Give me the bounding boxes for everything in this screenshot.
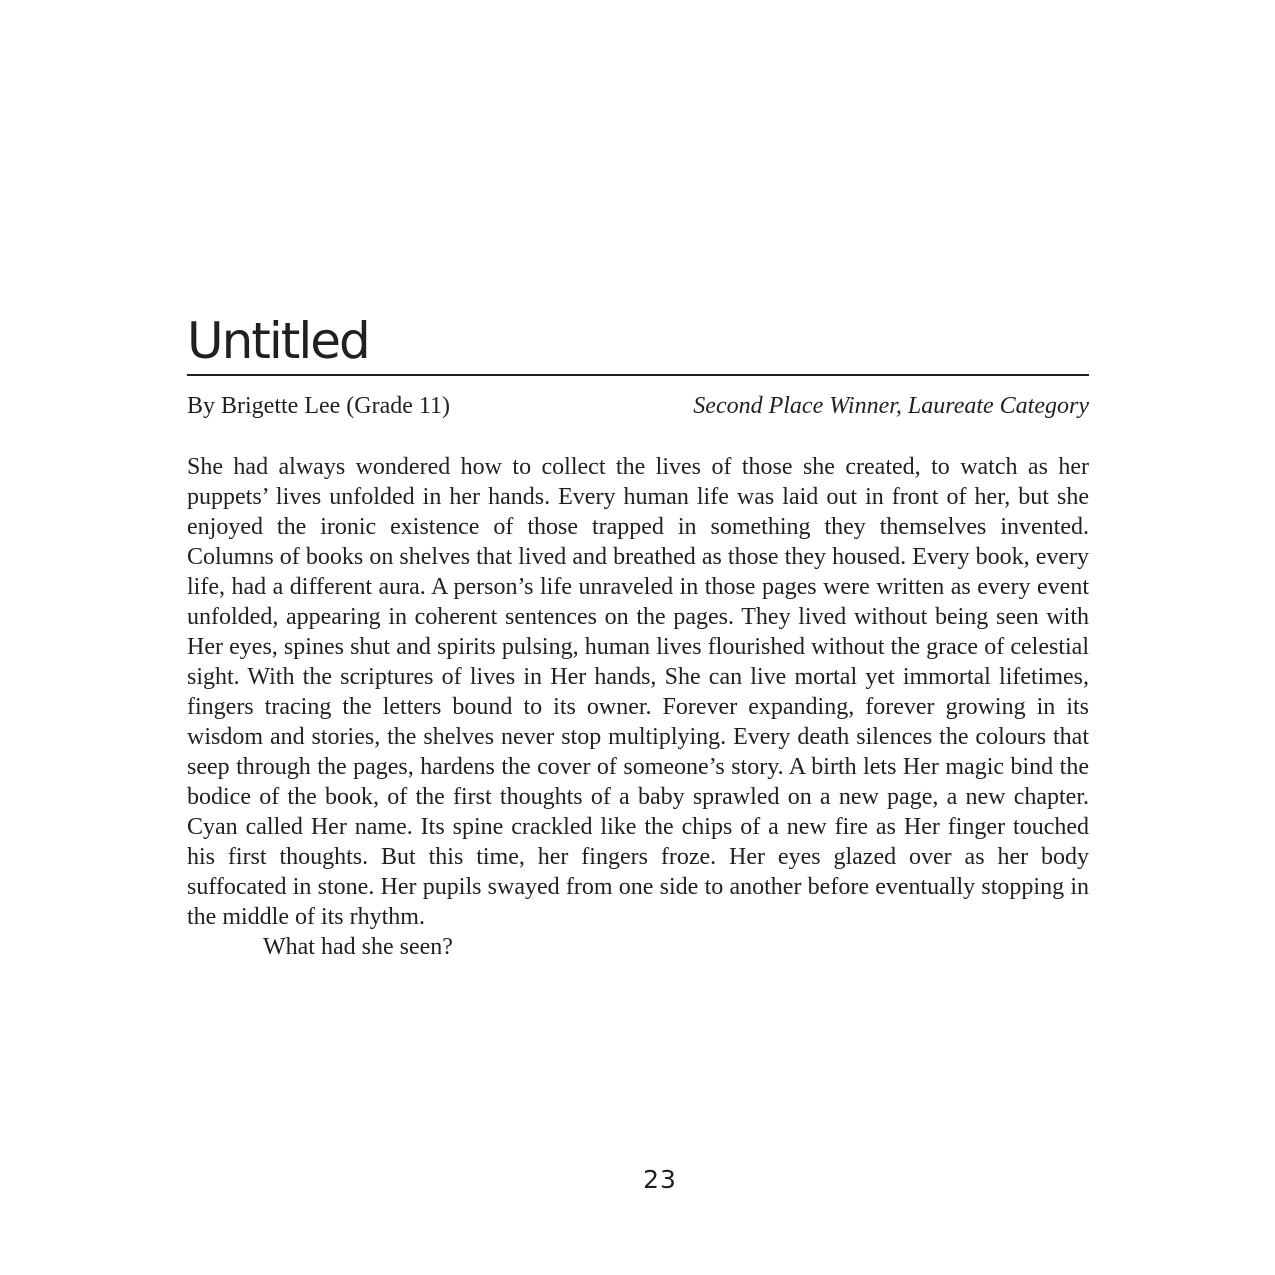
- page-title: Untitled: [187, 312, 369, 370]
- award-line: Second Place Winner, Laureate Category: [693, 393, 1089, 419]
- author-line: By Brigette Lee (Grade 11): [187, 393, 451, 419]
- paragraph: What had she seen?: [263, 934, 453, 960]
- title-divider: [187, 374, 1089, 376]
- byline: [187, 390, 1089, 422]
- story-body: [187, 452, 1089, 962]
- paragraph: She had always wondered how to collect the lives of those she created, to watch as her puppets’ lives unfolded in her hands. Every human life was laid out in front of her, but she enjoyed the ironic existence of those trapped in something they themselves invented. Columns of books on shelves that lived and breathed as those they housed. Every book, every life, had a different aura. A person’s life unraveled in those pages were written as every event unfolded, appearing in coherent sentences on the pages. They lived without being seen with Her eyes, spines shut and spirits pulsing, human lives flourished without the grace of celestial sight. With the scriptures of lives in Her hands, She can live mortal yet immortal lifetimes, fingers tracing the letters bound to its owner. Forever expanding, forever growing in its wisdom and stories, the shelves never stop multiplying. Every death silences the colours that seep through the pages, hardens the cover of someone’s story. A birth lets Her magic bind the bodice of the book, of the first thoughts of a baby sprawled on a new page, a new chapter. Cyan called Her name. Its spine crackled like the chips of a new fire as Her finger touched his first thoughts. But this time, her fingers froze. Her eyes glazed over as her body suffocated in stone. Her pupils swayed from one side to another before eventually stopping in the middle of its rhythm.: [187, 454, 1089, 930]
- page-number: 23: [643, 1165, 677, 1194]
